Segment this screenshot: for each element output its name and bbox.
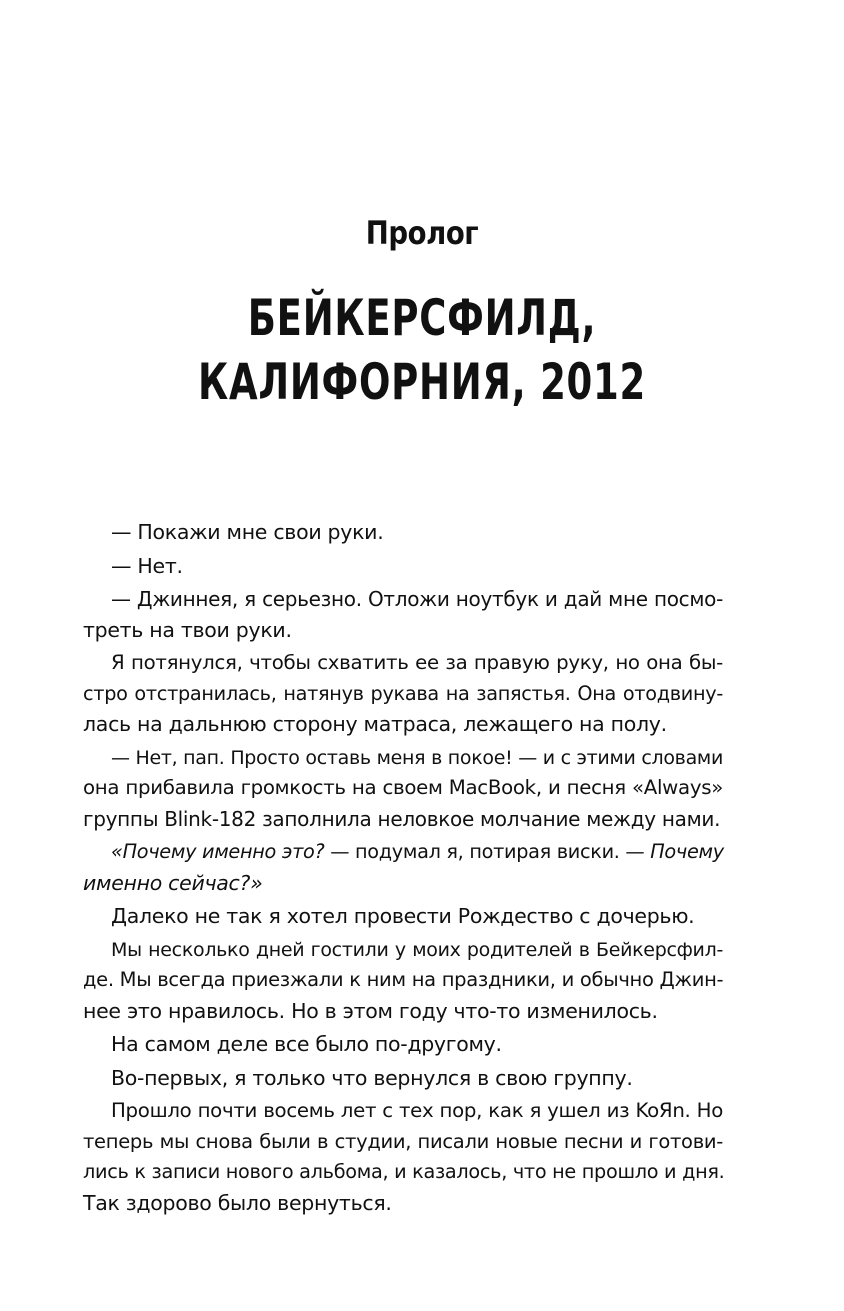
paragraph-line: Так здорово было вернуться.	[83, 1190, 392, 1215]
paragraph-line: На самом деле все было по-другому.	[111, 1032, 502, 1056]
chapter-title-line-2: КАЛИФОРНИЯ, 2012	[197, 353, 647, 411]
chapter-title-line-1: БЕЙКЕРСФИЛД,	[247, 289, 597, 347]
paragraph-line: — Покажи мне свои руки.	[111, 520, 384, 544]
paragraph-line: — Нет, пап. Просто оставь меня в покое! — и с этими словами	[111, 746, 723, 769]
body-text	[83, 517, 725, 1218]
paragraph-line: Далеко не так я хотел провести Рождество с дочерью.	[111, 904, 695, 928]
paragraph-line: она прибавила громкость на своем MacBook, и песня «Always»	[83, 776, 723, 799]
paragraph-line-mixed	[111, 837, 723, 868]
paragraph-line: Мы несколько дней гостили у моих родителей в Бейкерсфил-	[111, 938, 723, 961]
paragraph-line: де. Мы всегда приезжали к ним на праздники, и обычно Джин-	[83, 968, 724, 991]
paragraph-line: треть на твои руки.	[83, 617, 292, 642]
paragraph-line: именно сейчас?»	[83, 870, 263, 895]
paragraph-line: теперь мы снова были в студии, писали новые песни и готови-	[83, 1129, 723, 1153]
chapter-title	[110, 286, 735, 414]
paragraph-line: Прошло почти восемь лет с тех пор, как я ушел из KoЯn. Но	[111, 1099, 723, 1122]
paragraph-line: Я потянулся, чтобы схватить ее за правую руку, но она бы-	[111, 651, 723, 674]
italic-thought: «Почему именно это?	[111, 840, 325, 863]
paragraph-line: — Нет.	[111, 553, 183, 578]
paragraph-line: стро отстранилась, натянув рукава на запястья. Она отодвину-	[83, 681, 723, 705]
italic-thought: Почему	[650, 840, 724, 863]
narration: — подумал я, потирая виски. —	[324, 840, 651, 863]
paragraph-line: лись к записи нового альбома, и казалось, что не прошло и дня.	[83, 1160, 725, 1183]
paragraph-line: — Джиннея, я серьезно. Отложи ноутбук и дай мне посмо-	[111, 587, 723, 611]
paragraph-line: Во-первых, я только что вернулся в свою группу.	[111, 1065, 633, 1090]
prologue-label: Пролог	[365, 214, 479, 252]
paragraph-line: лась на дальнюю сторону матраса, лежащего на полу.	[83, 712, 667, 736]
paragraph-line: группы Blink-182 заполнила неловкое молчание между нами.	[83, 806, 721, 831]
paragraph-line: нее это нравилось. Но в этом году что-то изменилось.	[83, 998, 658, 1023]
